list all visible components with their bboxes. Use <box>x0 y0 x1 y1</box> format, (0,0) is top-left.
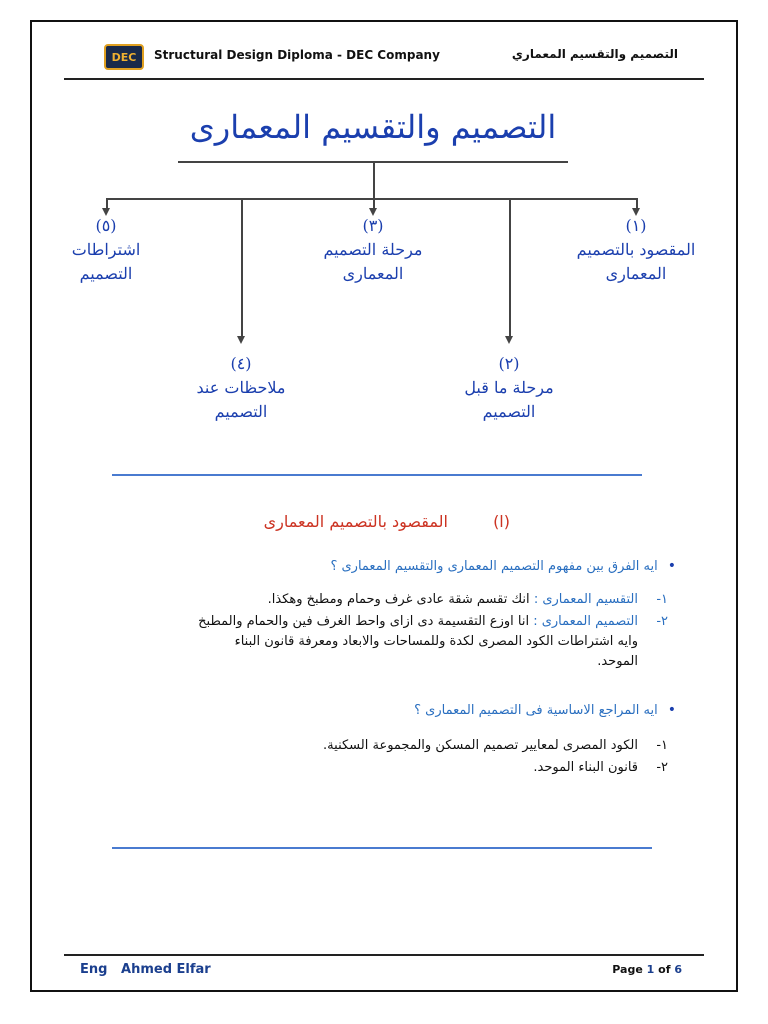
item-text: وايه اشتراطات الكود المصرى لكدة وللمساحات والابعاد ومعرفة قانون البناء <box>234 634 638 649</box>
section-divider <box>112 847 652 849</box>
item-text: الموحد. <box>597 654 638 669</box>
arrow-down-icon <box>505 336 513 344</box>
item-text: قانون البناء الموحد. <box>533 760 638 775</box>
header-rule <box>64 78 704 80</box>
page-indicator <box>612 963 682 976</box>
author-prefix: Eng <box>80 962 108 977</box>
list-item <box>148 758 668 778</box>
diagram-title: التصميم والتقسيم المعمارى <box>189 108 557 146</box>
bullet-icon: • <box>667 558 676 574</box>
question-text: ايه الفرق بين مفهوم التصميم المعمارى والتقسيم المعمارى ؟ <box>330 559 658 574</box>
bullet-icon: • <box>667 702 676 718</box>
page-of: of <box>658 963 671 976</box>
item-number: ٢- <box>656 760 668 775</box>
page-label: Page <box>612 963 643 976</box>
item-text: انك تقسم شقة عادى غرف وحمام ومطبخ وهكذا. <box>267 592 530 607</box>
section-title: المقصود بالتصميم المعمارى <box>263 512 448 531</box>
item-text: انا اوزع التقسيمة دى ازاى واحط الغرف فين والحمام والمطبخ <box>198 614 530 629</box>
node-label: اشتراطات <box>71 240 141 259</box>
node-label: المعمارى <box>605 264 667 283</box>
section-heading <box>180 512 510 531</box>
header-title: Structural Design Diploma - DEC Company <box>154 48 440 62</box>
node-label: التصميم <box>79 264 133 283</box>
node-label: مرحلة ما قبل <box>464 378 554 397</box>
item-term: التصميم المعمارى : <box>533 614 638 629</box>
list-item <box>148 612 668 672</box>
header-arabic-title: التصميم والتقسيم المعماري <box>511 47 678 61</box>
node-label: التصميم <box>482 402 536 421</box>
node-number: (٤) <box>230 354 252 373</box>
footer-author <box>80 962 211 977</box>
list-item <box>148 590 668 610</box>
connector-branch-2 <box>509 198 511 338</box>
connector-trunk <box>373 163 375 198</box>
author-name: Ahmed Elfar <box>121 962 211 977</box>
node-number: (٣) <box>362 216 384 235</box>
diagram-node-3 <box>303 214 443 286</box>
item-number: ١- <box>656 592 668 607</box>
footer-rule <box>64 954 704 956</box>
list-item <box>148 736 668 756</box>
question-text: ايه المراجع الاساسية فى التصميم المعمارى ؟ <box>414 703 658 718</box>
node-label: المقصود بالتصميم <box>576 240 696 259</box>
connector-branch-4 <box>241 198 243 338</box>
node-label: ملاحظات عند <box>196 378 286 397</box>
arrow-down-icon <box>237 336 245 344</box>
page-current: 1 <box>646 963 655 976</box>
question-1 <box>330 558 676 574</box>
node-number: (١) <box>625 216 647 235</box>
node-number: (٥) <box>95 216 117 235</box>
node-number: (٢) <box>498 354 520 373</box>
logo-text: DEC <box>111 50 137 64</box>
item-number: ١- <box>656 738 668 753</box>
diagram-node-2 <box>439 352 579 424</box>
item-term: التقسيم المعمارى : <box>533 592 638 607</box>
node-label: مرحلة التصميم <box>323 240 423 259</box>
section-divider <box>112 474 642 476</box>
page-total: 6 <box>674 963 682 976</box>
item-text: الكود المصرى لمعايير تصميم المسكن والمجموعة السكنية. <box>323 738 638 753</box>
diagram-node-5 <box>46 214 166 286</box>
diagram-node-1 <box>566 214 706 286</box>
item-number: ٢- <box>656 614 668 629</box>
node-label: المعمارى <box>342 264 404 283</box>
section-number: (ا) <box>493 512 510 531</box>
diagram-node-4 <box>171 352 311 424</box>
connector-bar <box>106 198 636 200</box>
node-label: التصميم <box>214 402 268 421</box>
question-2 <box>414 702 676 718</box>
company-logo <box>104 44 144 70</box>
